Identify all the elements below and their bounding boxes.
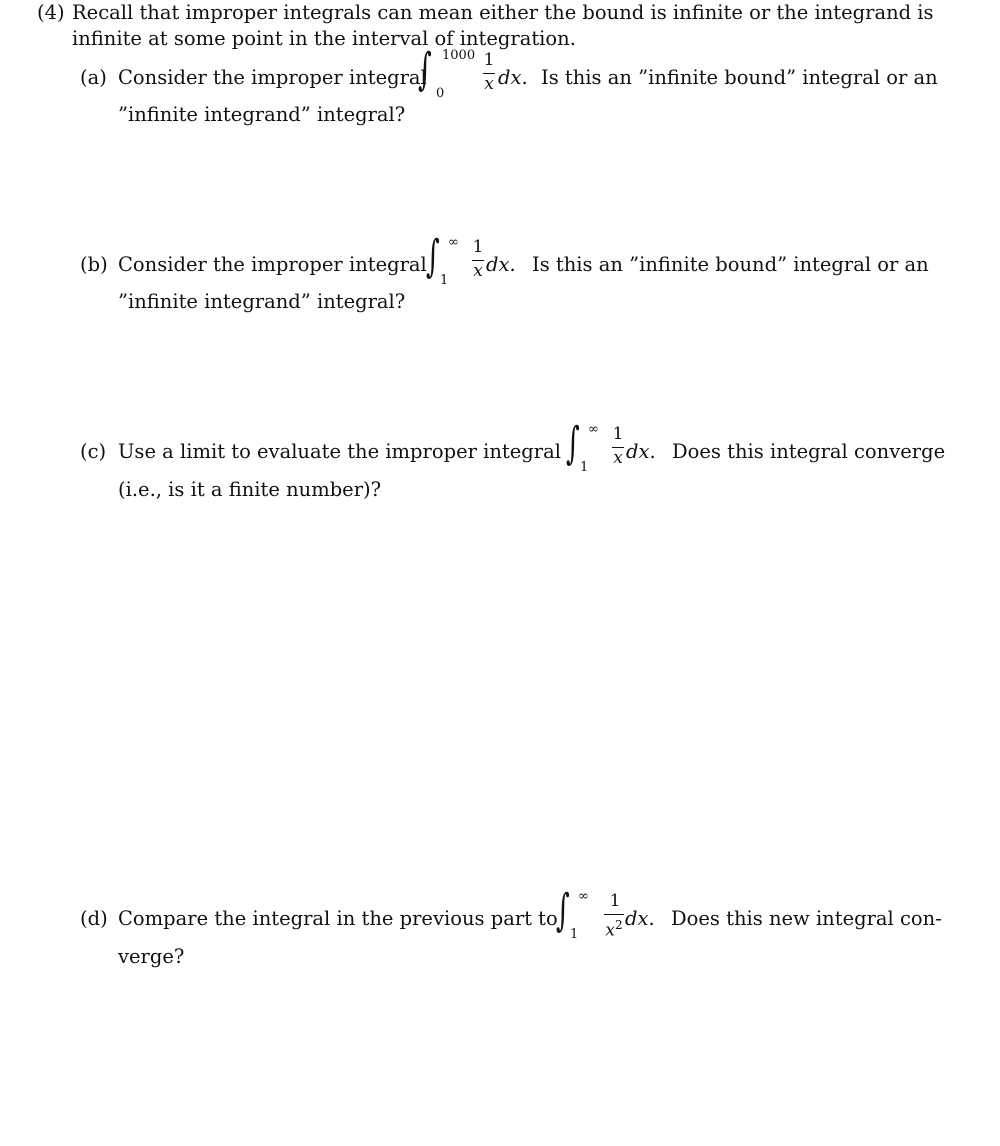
integral-sign-icon: ∫ bbox=[566, 418, 580, 469]
part-c-label: (c) bbox=[80, 440, 107, 463]
part-c-denominator: x bbox=[613, 448, 623, 468]
part-d-denominator-base: x bbox=[605, 920, 615, 941]
part-d-numerator: 1 bbox=[609, 891, 621, 911]
part-c-text-after: Does this integral converge bbox=[672, 440, 946, 463]
part-a-lower-bound: 0 bbox=[436, 86, 445, 101]
part-a-text-before: Consider the improper integral bbox=[118, 66, 427, 89]
part-d-lower-bound: 1 bbox=[570, 927, 579, 942]
part-d-label: (d) bbox=[80, 907, 108, 930]
part-a-numerator: 1 bbox=[483, 50, 495, 70]
integral-sign-icon: ∫ bbox=[556, 885, 570, 936]
part-b-upper-bound: ∞ bbox=[448, 235, 459, 250]
part-c-lower-bound: 1 bbox=[580, 460, 589, 475]
part-d-denominator bbox=[603, 917, 625, 940]
part-b-line2: ”infinite integrand” integral? bbox=[118, 290, 406, 313]
part-c-line2: (i.e., is it a finite number)? bbox=[118, 478, 382, 501]
problem-intro-line1: Recall that improper integrals can mean either the bound is infinite or the integrand is bbox=[72, 1, 934, 24]
part-b-numerator: 1 bbox=[472, 237, 484, 257]
part-d-line2: verge? bbox=[118, 945, 185, 968]
part-b-denominator: x bbox=[473, 261, 483, 281]
part-c-numerator: 1 bbox=[612, 424, 624, 444]
problem-intro-line2: infinite at some point in the interval of integration. bbox=[72, 27, 576, 50]
part-b-text-after: Is this an ”infinite bound” integral or an bbox=[532, 253, 929, 276]
integral-sign-icon: ∫ bbox=[418, 44, 432, 95]
part-b-lower-bound: 1 bbox=[440, 273, 449, 288]
part-a-dx: dx. bbox=[498, 66, 528, 89]
part-d-upper-bound: ∞ bbox=[578, 889, 589, 904]
part-d-text-before: Compare the integral in the previous part to bbox=[118, 907, 558, 930]
part-d-denominator-exponent: 2 bbox=[614, 918, 623, 932]
part-a-upper-bound: 1000 bbox=[442, 48, 476, 63]
part-d-dx: dx. bbox=[625, 907, 655, 930]
part-c-text-before: Use a limit to evaluate the improper integral bbox=[118, 440, 561, 463]
problem-number: (4) bbox=[37, 1, 65, 24]
part-d-text-after: Does this new integral con- bbox=[671, 907, 942, 930]
part-c-upper-bound: ∞ bbox=[588, 422, 599, 437]
part-d-fraction-bar bbox=[604, 914, 624, 915]
part-b-dx: dx. bbox=[486, 253, 516, 276]
part-a-text-after: Is this an ”infinite bound” integral or an bbox=[541, 66, 938, 89]
part-a-line2: ”infinite integrand” integral? bbox=[118, 103, 406, 126]
part-c-dx: dx. bbox=[626, 440, 656, 463]
part-b-text-before: Consider the improper integral bbox=[118, 253, 427, 276]
integral-sign-icon: ∫ bbox=[426, 231, 440, 282]
part-a-denominator: x bbox=[484, 74, 494, 94]
part-b-label: (b) bbox=[80, 253, 108, 276]
part-a-label: (a) bbox=[80, 66, 107, 89]
